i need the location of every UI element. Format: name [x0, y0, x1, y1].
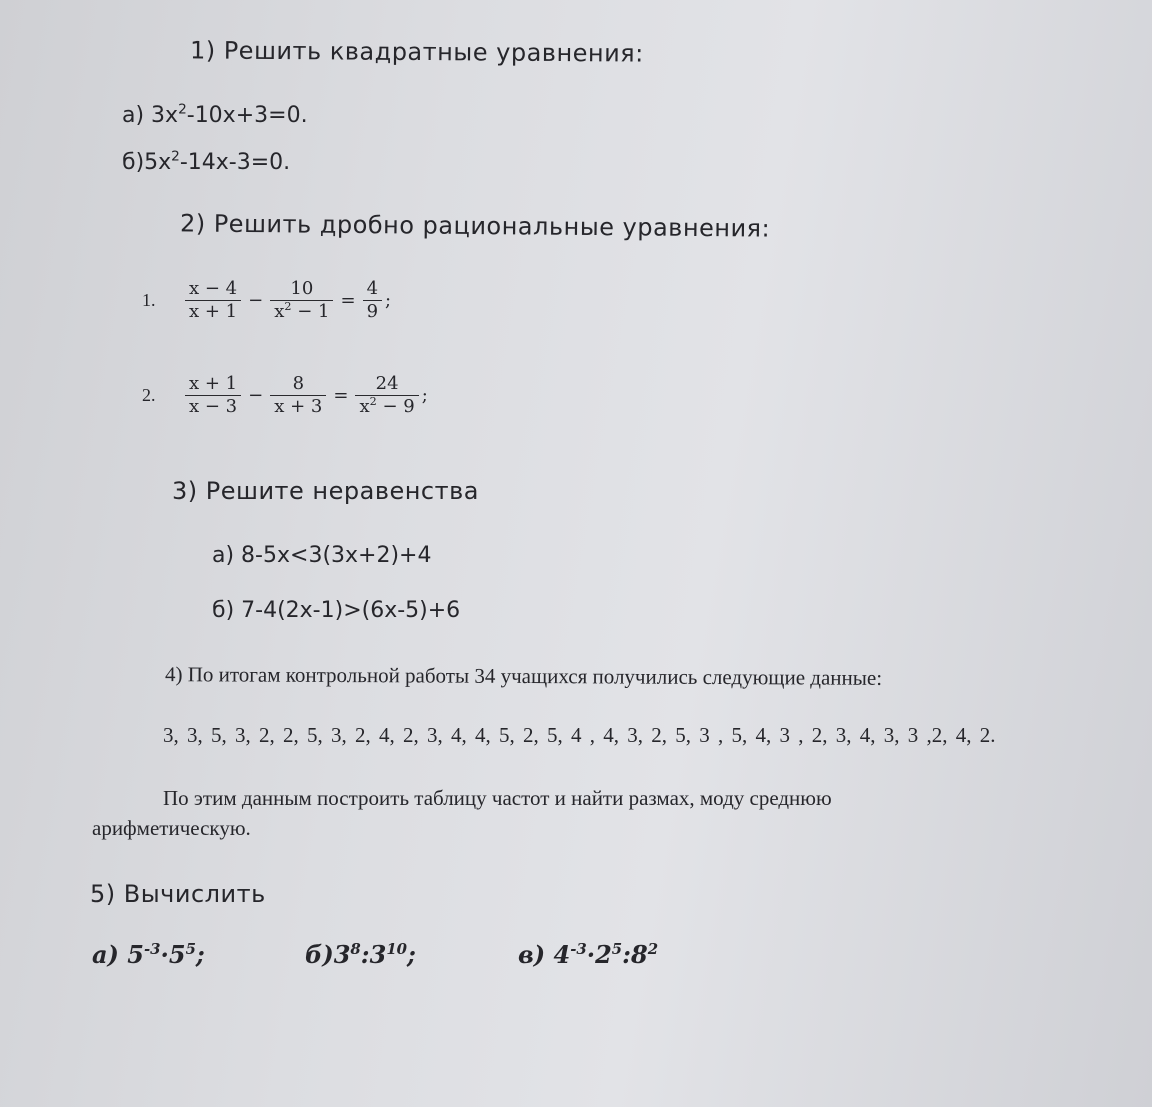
fraction-numerator: 8 [292, 373, 305, 394]
task1-equation-b [122, 150, 290, 175]
fraction-numerator: 10 [290, 278, 314, 299]
operator-base: ·5 [160, 940, 186, 969]
task2-eq2-fraction-3 [355, 373, 418, 418]
denominator-rest: − 9 [376, 396, 415, 417]
task1-equation-a [122, 103, 308, 128]
denominator-exponent: 2 [369, 395, 377, 408]
task2-eq2-fraction-2 [270, 373, 326, 418]
fraction-numerator: x − 4 [189, 278, 238, 299]
fraction-denominator [270, 301, 333, 323]
fraction-numerator: 24 [375, 373, 399, 394]
fraction-denominator: x − 3 [189, 396, 238, 417]
semicolon: ; [407, 940, 416, 969]
task3-inequality-a: а) 8-5х<3(3х+2)+4 [212, 543, 432, 568]
task1-a-rest: -10х+3=0. [186, 103, 308, 128]
base: 4 [553, 940, 571, 969]
exponent: 5 [185, 940, 196, 958]
minus-operator: − [248, 385, 264, 406]
task2-eq1-fraction-2 [270, 278, 333, 323]
task2-title: 2) Решить дробно рациональные уравнения: [179, 209, 771, 243]
task2-eq1-number: 1. [142, 290, 156, 310]
task1-b-rest: -14х-3=0. [179, 150, 291, 175]
fraction-numerator: 4 [366, 278, 379, 299]
task5-expression-a [92, 940, 205, 969]
task4-instruction-line1: По этим данным построить таблицу частот и найти размах, моду среднюю [163, 786, 832, 810]
equals-operator: = [340, 290, 356, 311]
task5-a-label: а) [92, 940, 119, 969]
task5-title: 5) Вычислить [90, 880, 266, 908]
task4-data-list: 3, 3, 5, 3, 2, 2, 5, 3, 2, 4, 2, 3, 4, 4, 5, 2, 5, 4 , 4, 3, 2, 5, 3 , 5, 4, 3 , 2, 3, 4, 3, 3 ,2, 4, 2. [163, 723, 996, 747]
task3-title: 3) Решите неравенства [172, 477, 479, 505]
equals-operator: = [333, 385, 349, 406]
exponent: 2 [647, 940, 659, 958]
exponent: 5 [611, 940, 623, 958]
denominator-base: x [359, 396, 370, 417]
task1-title: 1) Решить квадратные уравнения: [189, 36, 644, 68]
operator-base: ·2 [586, 940, 612, 969]
task2-eq2-number: 2. [142, 385, 156, 405]
exponent: 10 [386, 940, 408, 958]
task2-eq1-fraction-3 [363, 278, 382, 323]
task3-inequality-b: б) 7-4(2х-1)>(6х-5)+6 [212, 598, 461, 623]
minus-operator: − [248, 290, 264, 311]
semicolon: ; [385, 290, 392, 311]
operator-base: :3 [360, 940, 387, 969]
fraction-denominator: 9 [366, 301, 379, 322]
task2-eq1-fraction-1 [185, 278, 241, 323]
task5-c-label: в) [518, 940, 546, 969]
operator-base: :8 [622, 940, 648, 969]
task1-a-text: а) 3х [122, 103, 179, 128]
task5-b-label: б) [305, 940, 334, 969]
fraction-denominator [355, 396, 418, 418]
task5-expression-c [518, 940, 658, 969]
task2-equation-2 [142, 373, 428, 418]
task2-eq2-fraction-1 [185, 373, 241, 418]
semicolon: ; [421, 385, 428, 406]
denominator-base: x [274, 301, 285, 322]
fraction-numerator: x + 1 [189, 373, 238, 394]
denominator-rest: − 1 [291, 301, 330, 322]
semicolon: ; [195, 940, 205, 969]
fraction-denominator: x + 3 [274, 396, 323, 417]
task4-instruction-line2: арифметическую. [92, 816, 251, 840]
exponent: 8 [350, 940, 361, 958]
denominator-exponent: 2 [284, 300, 292, 313]
base: 3 [333, 940, 351, 969]
fraction-denominator: x + 1 [189, 301, 238, 322]
task1-b-text: б)5х [122, 150, 172, 175]
base: 5 [127, 940, 144, 969]
task4-title: 4) По итогам контрольной работы 34 учащихся получились следующие данные: [164, 662, 883, 690]
task1-a-exponent: 2 [178, 101, 187, 118]
task5-expression-b [305, 940, 416, 969]
task1-b-exponent: 2 [171, 148, 180, 165]
exponent: -3 [570, 940, 587, 958]
task2-equation-1 [142, 278, 391, 323]
exponent: -3 [143, 940, 161, 958]
